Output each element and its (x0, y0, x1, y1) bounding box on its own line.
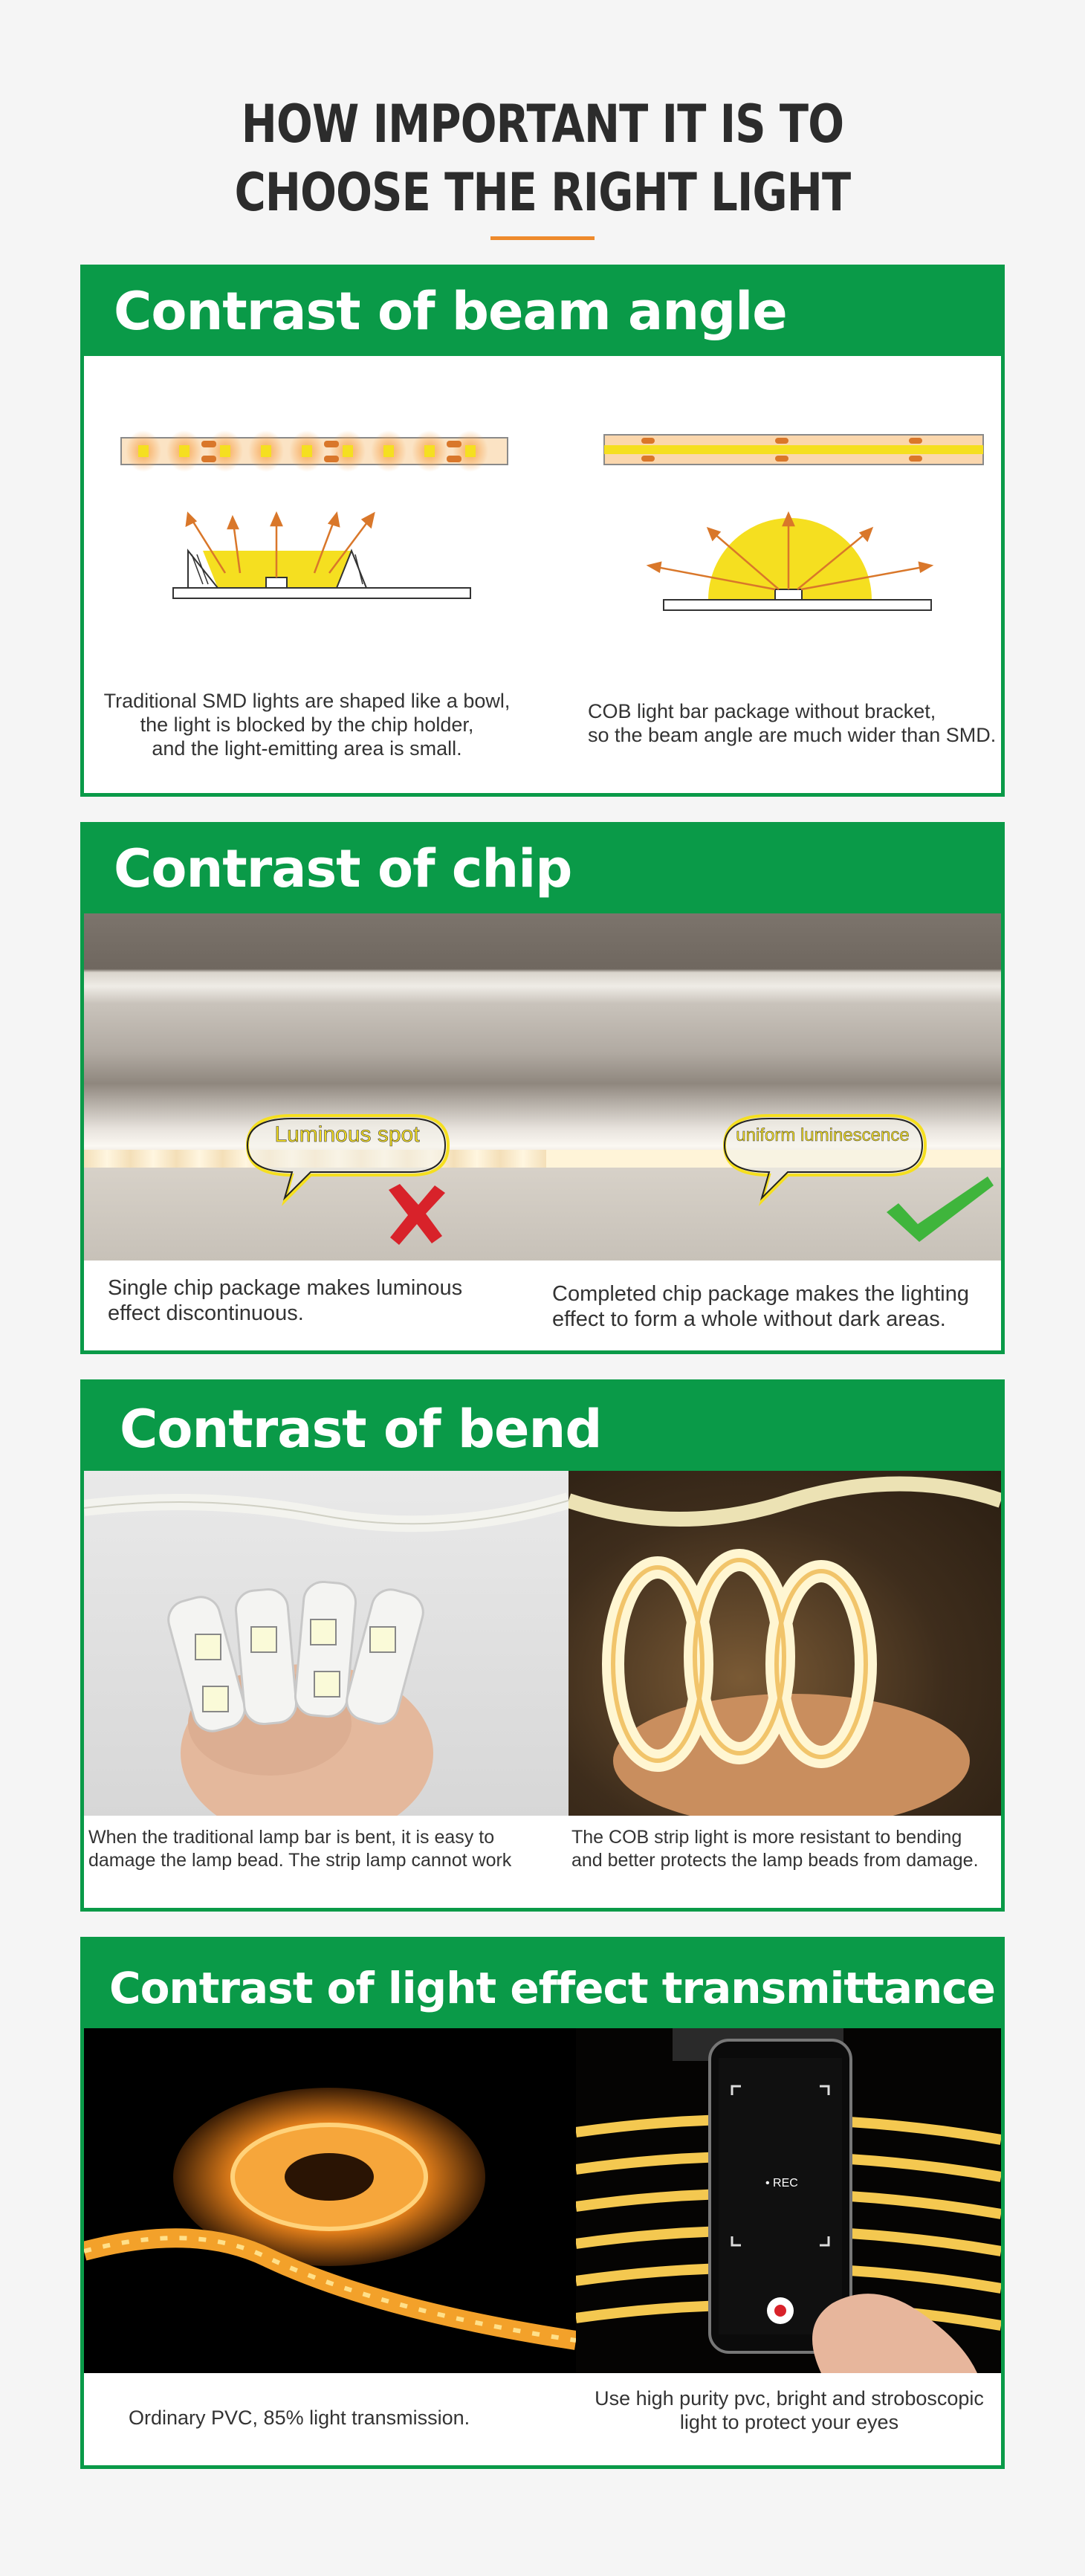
luminous-spot-label: Luminous spot (274, 1122, 420, 1147)
pvc-reel-illustration (84, 2028, 576, 2373)
bend-right-caption-line-2: and better protects the lamp beads from damage. (571, 1850, 979, 1871)
chip-left-caption (108, 1275, 524, 1326)
bend-left-caption-line-2: damage the lamp bead. The strip lamp cannot work (88, 1850, 512, 1871)
smd-bowl-package (173, 551, 470, 598)
bend-right-caption (571, 1826, 1003, 1872)
transmittance-section (80, 1937, 1005, 2469)
bend-right-caption-line-1: The COB strip light is more resistant to bending (571, 1827, 962, 1848)
bent-smd-strip-illustration (84, 1471, 569, 1816)
bent-cob-strip-illustration (569, 1471, 1001, 1816)
chip-left-caption-line-2: effect discontinuous. (108, 1301, 304, 1325)
title-underline (490, 236, 595, 240)
red-cross-icon (389, 1184, 445, 1245)
green-check-icon (887, 1177, 994, 1242)
bend-smd-photo (84, 1471, 569, 1816)
beam-right-caption-line-2: so the beam angle are much wider than SMD. (588, 724, 997, 746)
beam-left-caption (99, 689, 515, 760)
beam-left-caption-line-3: and the light-emitting area is small. (152, 737, 462, 760)
chip-cob-photo (546, 913, 1001, 1261)
beam-right-caption (588, 699, 1004, 747)
beam-angle-title: Contrast of beam angle (114, 281, 787, 342)
transmittance-title: Contrast of light effect transmittance (109, 1963, 996, 2013)
bend-left-caption (88, 1826, 564, 1872)
page-title-line-2: CHOOSE THE RIGHT LIGHT (234, 162, 851, 223)
cob-dome-package (664, 518, 931, 610)
transmittance-right-caption-line-1: Use high purity pvc, bright and stroboscopic (595, 2387, 984, 2410)
transmittance-header (84, 1941, 1001, 2028)
chip-right-caption-line-2: effect to form a whole without dark areas. (552, 1307, 946, 1331)
transmittance-left-caption: Ordinary PVC, 85% light transmission. (129, 2407, 470, 2429)
chip-right-caption (552, 1281, 1005, 1332)
beam-left-caption-line-1: Traditional SMD lights are shaped like a bowl, (103, 690, 511, 712)
bend-section (80, 1379, 1005, 1912)
transmittance-pvc-photo (84, 2028, 576, 2373)
bend-header (84, 1383, 1001, 1471)
phone-rec-label: • REC (765, 2177, 798, 2190)
transmittance-right-caption (577, 2386, 1001, 2434)
beam-left-caption-line-2: the light is blocked by the chip holder, (140, 713, 474, 736)
beam-right-caption-line-1: COB light bar package without bracket, (588, 700, 936, 722)
chip-title: Contrast of chip (114, 838, 572, 899)
beam-angle-section (80, 265, 1005, 797)
page-title-line-1: HOW IMPORTANT IT IS TO (241, 94, 844, 155)
beam-angle-header (84, 268, 1001, 356)
bend-left-caption-line-1: When the traditional lamp bar is bent, it is easy to (88, 1827, 495, 1848)
smd-beam-diagram (114, 402, 530, 632)
cob-beam-diagram (589, 395, 991, 632)
chip-header (84, 826, 1001, 913)
chip-right-caption-line-1: Completed chip package makes the lighting (552, 1282, 969, 1306)
chip-smd-photo (84, 913, 546, 1261)
transmittance-right-caption-line-2: light to protect your eyes (679, 2411, 899, 2433)
chip-left-caption-line-1: Single chip package makes luminous (108, 1276, 463, 1300)
uniform-luminescence-label: uniform luminescence (736, 1125, 910, 1145)
bend-cob-photo (569, 1471, 1001, 1816)
bend-title: Contrast of bend (120, 1399, 602, 1460)
transmittance-cob-photo (576, 2028, 1001, 2373)
smd-chip-row (126, 430, 488, 472)
cob-reel-illustration (576, 2028, 1001, 2373)
chip-section (80, 822, 1005, 1354)
